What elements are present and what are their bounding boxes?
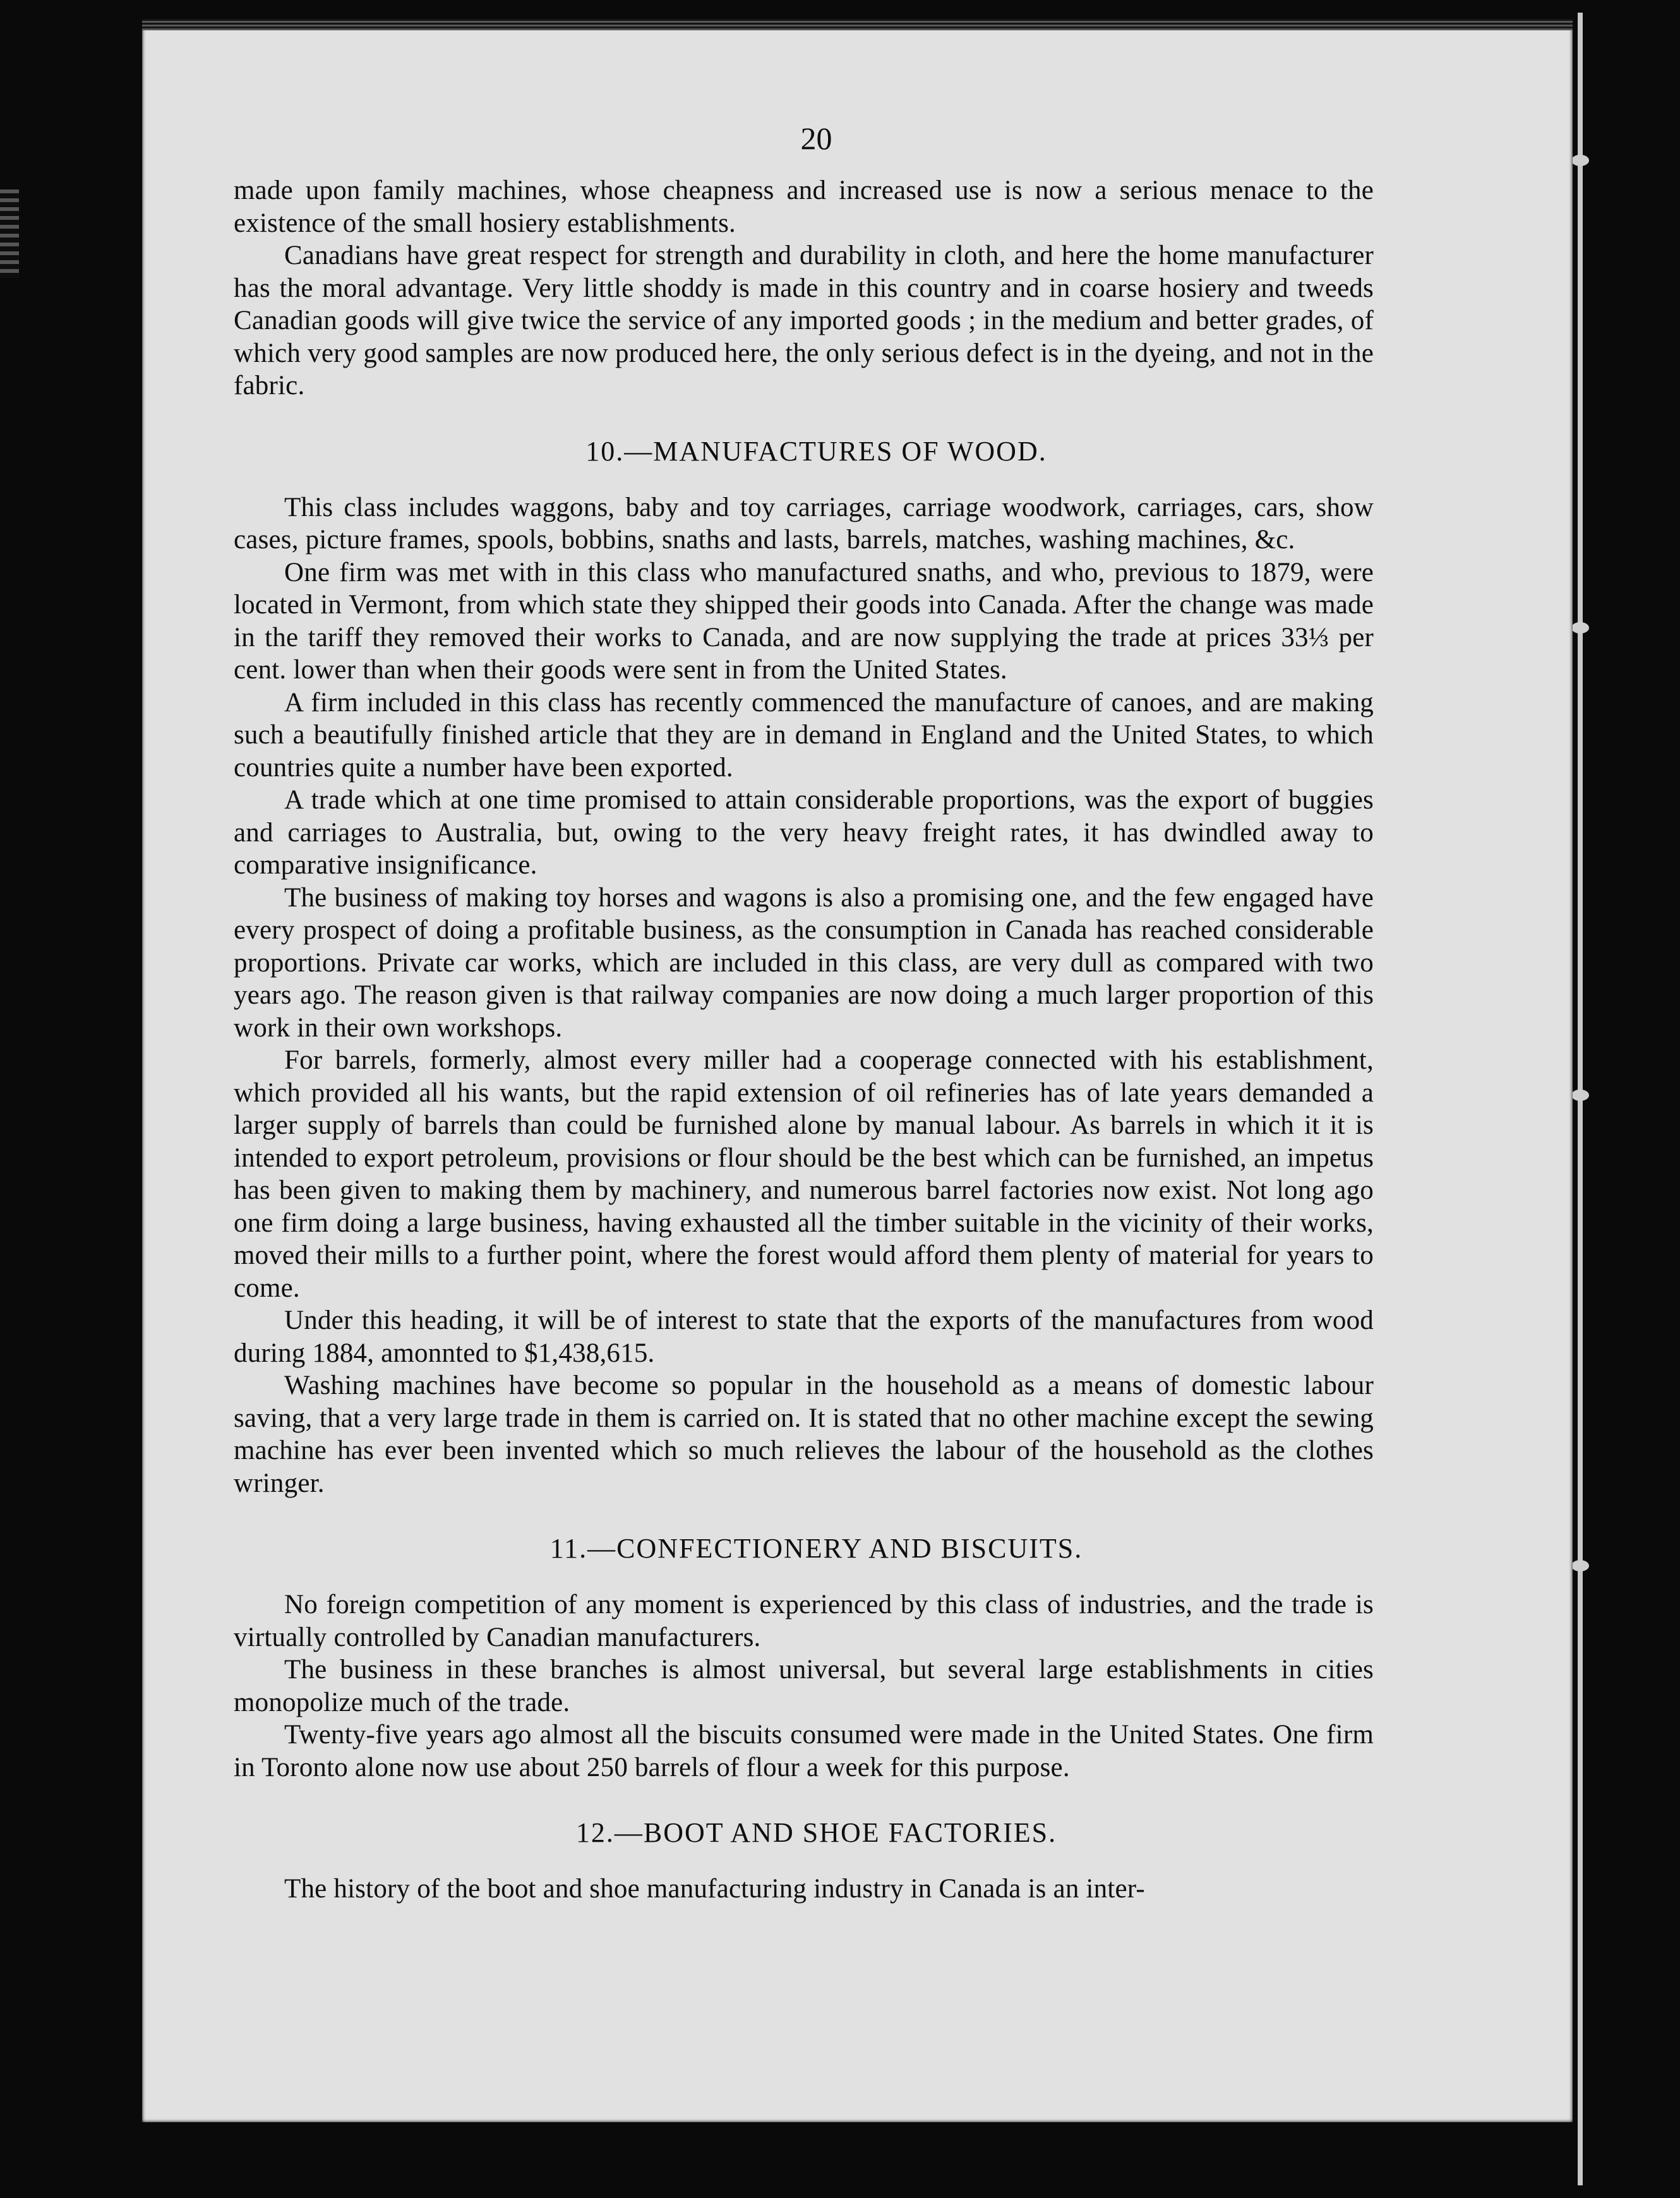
paragraph: The history of the boot and shoe manufacturing industry in Canada is an inter- (284, 1874, 1145, 1904)
spine-mark (1571, 1090, 1589, 1101)
paragraph: The business of making toy horses and wagons is also a promising one, and the few engaged have every prospect of doing a profitable business, as the consumption in Canada has reached considerable proportions. Private car works, which are included in this class, are very dull as compared with two years ago. The reason given is that railway companies are now doing a much larger proportion of this work in their own workshops. (234, 882, 1374, 1043)
paragraph: For barrels, formerly, almost every miller had a cooperage connected with his establishment, which provided all his wants, but the rapid extension of oil refineries has of late years demanded a larger supply of barrels than could be furnished alone by manual labour. As barrels in which it it is intended to export petroleum, provisions or flour should be the best which can be furnished, an impetus has been given to making them by machinery, and numerous barrel factories now exist. Not long ago one firm doing a large business, having exhausted all the timber suitable in the vicinity of their works, moved their mills to a further point, where the forest would afford them plenty of material for years to come. (234, 1045, 1374, 1303)
paragraph: Twenty-five years ago almost all the biscuits consumed were made in the United States. One firm in Toronto alone now use about 250 barrels of flour a week for this purpose. (234, 1720, 1374, 1782)
paragraph: A trade which at one time promised to attain considerable proportions, was the export of buggies and carriages to Australia, but, owing to the very heavy freight rates, it has dwindled away to comparative insignificance. (234, 785, 1374, 880)
paragraph: A firm included in this class has recently commenced the manufacture of canoes, and are making such a beautifully finished article that they are in demand in England and the United States, to which countries quite a number have been exported. (234, 687, 1374, 783)
section-heading-wood: 10.—MANUFACTURES OF WOOD. (585, 435, 1047, 467)
page-number: 20 (800, 121, 832, 156)
scanned-page (142, 19, 1573, 2122)
paragraph: One firm was met with in this class who manufactured snaths, and who, previous to 1879, were located in Vermont, from which state they shipped their goods into Canada. After the change was made in the tariff they removed their works to Canada, and are now supplying the trade at prices 33⅓ per cent. lower than when their goods were sent in from the United States. (234, 557, 1374, 685)
paragraph: The business in these branches is almost universal, but several large establishments in cities monopolize much of the trade. (234, 1655, 1374, 1717)
paragraph: Washing machines have become so popular in the household as a means of domestic labour saving, that a very large trade in them is carried on. It is stated that no other machine except the sewing machine has ever been invented which so much relieves the labour of the household as the clothes wringer. (234, 1371, 1374, 1498)
section-heading-boot-shoe: 12.—BOOT AND SHOE FACTORIES. (575, 1817, 1057, 1848)
section-heading-confectionery: 11.—CONFECTIONERY AND BISCUITS. (549, 1533, 1083, 1564)
spine-mark (1571, 155, 1589, 166)
paragraph: made upon family machines, whose cheapness and increased use is now a serious menace to the existence of the small hosiery establishments. (234, 176, 1374, 238)
scan-edge-left (0, 189, 19, 278)
spine-mark (1571, 1560, 1589, 1571)
page-content (234, 120, 1374, 1906)
page-top-rule (142, 19, 1573, 30)
paragraph: Under this heading, it will be of interest to state that the exports of the manufactures from wood during 1884, amonnted to $1,438,615. (234, 1306, 1374, 1368)
paragraph: This class includes waggons, baby and toy carriages, carriage woodwork, carriages, cars, show cases, picture frames, spools, bobbins, snaths and lasts, barrels, matches, washing machines, &c. (234, 492, 1374, 555)
spine-mark (1571, 622, 1589, 634)
paragraph: No foreign competition of any moment is experienced by this class of industries, and the trade is virtually controlled by Canadian manufacturers. (234, 1590, 1374, 1652)
paragraph: Canadians have great respect for strength and durability in cloth, and here the home manufacturer has the moral advantage. Very little shoddy is made in this country and in coarse hosiery and tweeds Canadian goods will give twice the service of any imported goods ; in the medium and better grades, of which very good samples are now produced here, the only serious defect is in the dyeing, and not in the fabric. (234, 241, 1374, 400)
